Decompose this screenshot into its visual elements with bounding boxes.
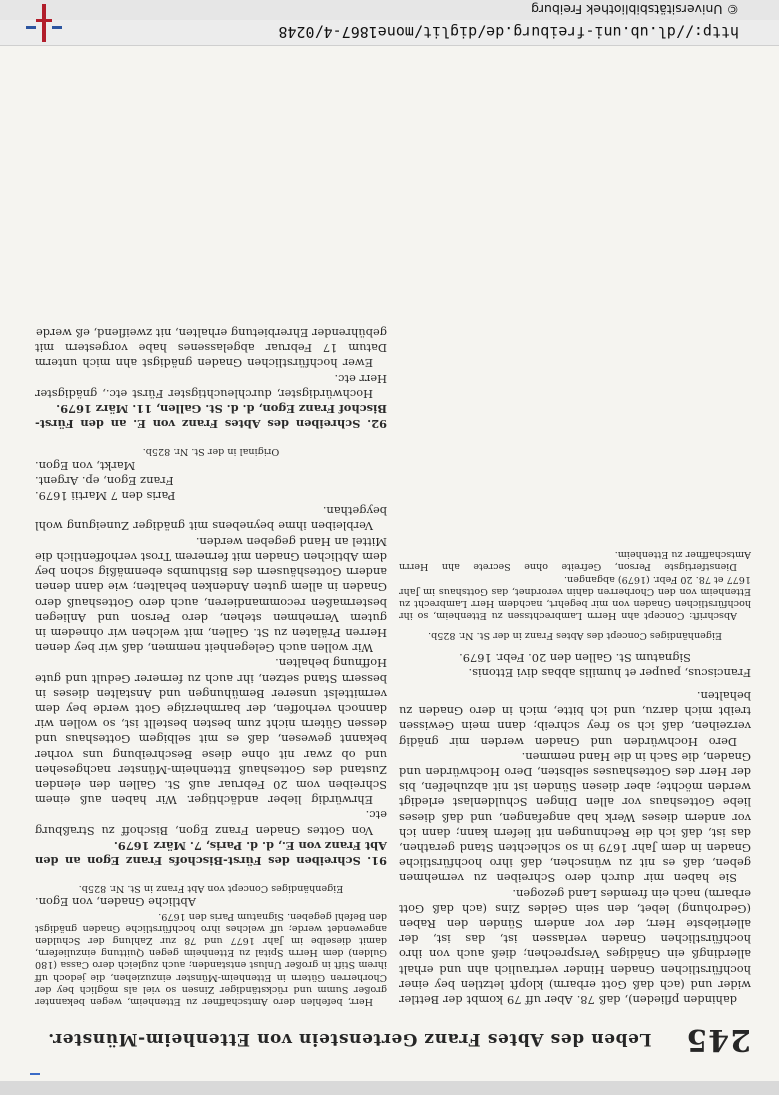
letter-salutation: Hochwürdigster, durchleuchtigster Fürst etc., gnädigster Herr etc. <box>35 371 387 401</box>
university-logo-icon <box>26 4 62 44</box>
signature-line: Franz Egon, ep. Argent. <box>35 473 174 488</box>
footnote-text: Abschrift: Concept ahn Herrn Lambrechtssen zu Ettenheim, so ihr hochfürstlichen Gnaden von mir begehrt, nachdem Herr Lambrecht zu Ettenheim von den Chorherren dahin verordnet, das Gottshaus im Jahr 1677 et 78. 20 Febr. (1679) abgangen. <box>399 573 751 622</box>
page-header <box>0 1021 779 1057</box>
paragraph: Ehrwürdig lieber andächtiger. Wir haben auß einem Schreiben vom 20 Februar auß St. Gallen den elenden Zustand des Gotteshauß Ettenheim-Münster nachgesehen und ob zwar nit ohne diese Beschreibung uns vorher bekannt gewesen, daß es mit selbigem Gotteshaus und dessen Gütern nicht zum besten bestellt ist, so wollen wir dannoch verhoffen, der barmherzige Gott werde bey dem vermittelst unserer Bemühungen und Anstalten dieses in bessern Stand setzen, ihr auch zu fernerer Gedult und gute Hoffnung behalten. <box>35 656 387 808</box>
sign-date: Signatum St. Gallen den 20. Febr. 1679. <box>459 650 691 665</box>
letter-date: Paris den 7 Martii 1679. <box>35 489 176 504</box>
running-title: Leben des Abtes Franz Gertenstein von Ettenheim-Münster. <box>47 1029 652 1049</box>
copyright-text: © Universitätsbibliothek Freiburg <box>531 2 739 18</box>
signature-line: Franciscus, pauper et humilis abbas divi Ettonis. <box>468 665 751 680</box>
letter-heading: 92. Schreiben des Abtes Franz von E. an den Fürst-Bischof Franz Egon, d. d. St. Gallen, 11. März 1679. <box>35 402 387 432</box>
page-marker <box>30 1073 40 1075</box>
letter-salutation: Von Gottes Gnaden Franz Egon, Bischoff zu Straßburg etc. <box>35 808 387 838</box>
paragraph: Verbleiben ihme beynebens mit gnädiger Zuneigung wohl beygethan. <box>35 504 387 534</box>
footnote-text: Herr, befehlen dero Amtschaffner zu Ettenheim, wegen bekannter großer Summ und rückständiger Zinsen so viel als möglich bey der Chorherren Gütern in Ettenheim-Münster einzuziehen, die jedoch uff ihrem Stift in großer Unlust entstanden; auch zugleich dero Cassa (180 Gulden) dem Herrn Spital zu Ettenheim gegen Quittung einzuliefern, damit dieselbe im Jahr 1677 und 78 zur Zahlung der Schulden angewendet werde; uff welches ihro hochfürstliche Gnaden gnädigst den Befehl gegeben. Signatum Paris den 1679. <box>35 910 387 1007</box>
footnote-text: Dienstfertigste Person, Gefreite ohne Secrete ahn Herrn Amtschaffner zu Ettenheim. <box>399 549 751 573</box>
right-column <box>35 325 387 1007</box>
viewer-bottom-bar <box>0 1081 779 1095</box>
page-number: 245 <box>685 1022 751 1057</box>
document-url[interactable]: http://dl.ub.uni-freiburg.de/diglit/mone1867-4/0248 <box>278 23 739 42</box>
left-column <box>399 548 751 1007</box>
paragraph: Sie haben mir durch dero Schreiben zu vernehmen geben, daß es nit zu wünschen, daß ihro hochfürstliche Gnaden in dem Jahr 1679 in so schlechten Stand gerathen, das ist, daß ich die Rechnungen nit liefern kann; dann ich vor andern dieses Werk hab angefangen, und daß dieses liebe Gotteshaus vor allen Dingen Schuldenlast erledigt werden möchte; aber diesen Sünden ist nit abzuhelfen, bis der Herr des Gotteshauses selbsten, Dero Hochwürden und Gnaden, die Sach in die Hand nemmen. <box>399 749 751 886</box>
paragraph: Ewer hochfürstlichen Gnaden gnädigst ahn mich unterm Datum 17 Februar abgelassenes habe vorgestern mit gebührender Ehrerbietung erhalten, nit zweiflend, eß werde <box>35 326 387 371</box>
copyright-bar <box>0 0 779 20</box>
letter-heading: 91. Schreiben des Fürst-Bischofs Franz Egon an den Abt Franz von E., d. d. Paris, 7. März 1679. <box>35 838 387 868</box>
source-note: Eigenhändiges Concept des Abtes Franz in der St. Nr. 825b. <box>428 630 722 642</box>
signature-line: Abtliche Gnaden, von Egon. <box>35 895 196 910</box>
document-url-bar[interactable] <box>0 20 779 46</box>
source-note: Original in der St. Nr. 825b. <box>142 446 280 458</box>
source-note: Eigenhändiges Concept von Abt Franz in St. Nr. 825b. <box>78 883 344 895</box>
signature-line: Markt, von Egon. <box>35 458 136 473</box>
paragraph: Wir wollen auch Gelegenheit nemmen, daß wir bey denen Herren Prälaten zu St. Gallen, mit welchen wir ohnedem in gutem Vernehmen stehen, dero Person und Anliegen bestermaßen recommandieren, auch dero Gotteshauß dero Gnaden in allem guten Andenken behalten; wie dann denen andern Gotteshäusern des Bisthumbs ebenmäßig schon bey dem Abtlichen Gnaden mit fernerem Trost verhoffentlich die Mittel an Hand gegeben werden. <box>35 534 387 656</box>
paragraph: Dero Hochwürden und Gnaden werden mir gnädig verzeihen, daß ich so frey schreib; dann mein Gewissen treibt mich darzu, und ich bitte, mich in dero Gnaden zu behalten. <box>399 688 751 749</box>
paragraph: dahinden pflieden), daß 78. Aber uff 79 kombt der Bettler wider und (ach daß Gott erbarm) klopft letztlen bey einer hochfürstlichen Gnaden Hinder vertraulich ahn und erhalt allerdingß ein Gnädiges Versprechen; dieß auch von ihro hochfürstlichen Gnaden verlassen ist, das ist, der allerliebste Herr, der vor andern Sünden den Raben (Gedrohung) lebet, den sein Geldes Zins (ach daß Gott erbarm) nach ein fremdes Land gezogen. <box>399 886 751 1007</box>
